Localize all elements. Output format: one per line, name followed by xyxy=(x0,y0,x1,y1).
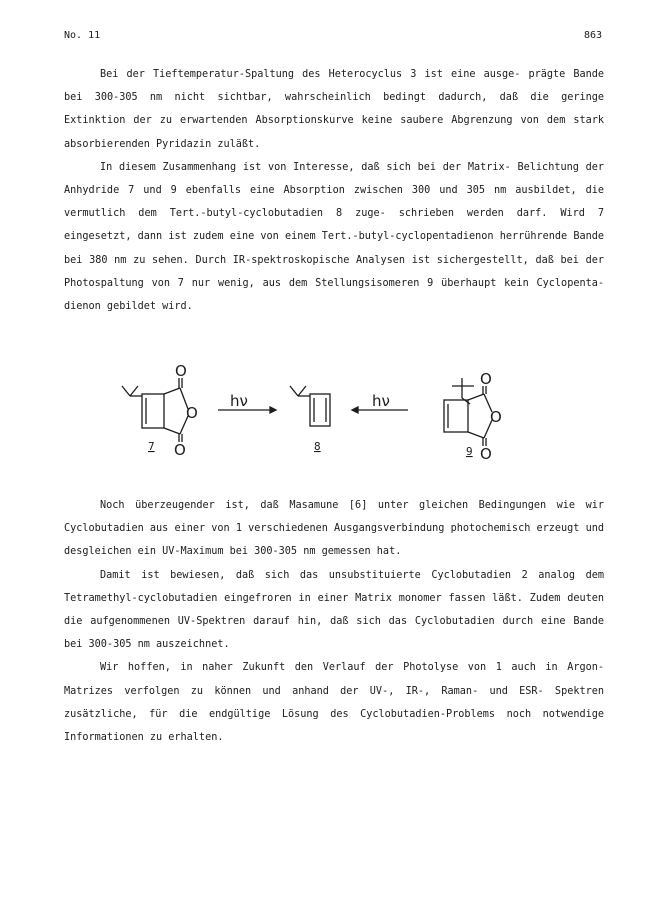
paragraph: In diesem Zusammenhang ist von Interesse, daß sich bei der Matrix- Belichtung der Anhydride 7 und 9 ebenfalls eine Absorption zwischen 300 und 305 nm ausbildet, die vermutlich dem Tert.-butyl-cyclobutadien 8 zuge- schrieben werden darf. Wird 7 eingesetzt, dann ist zudem eine von einem Tert.-butyl-cyclopentadienon herrührende Bande bei 380 nm zu sehen. Durch IR-spektroskopische Analysen ist sichergestellt, daß bei der Photospaltung von 7 nur wenig, aus dem Stellungsisomeren 9 überhaupt kein Cyclopenta- dienon gebildet wird. xyxy=(64,161,604,313)
paragraph: Wir hoffen, in naher Zukunft den Verlauf der Photolyse von 1 auch in Argon-Matrizes verfolgen zu können und anhand der UV-, IR-, Raman- und ESR- Spektren zusätzliche, für die endgültige Lösung des Cyclobutadien-Problems noch notwendige Informationen zu erhalten. xyxy=(64,662,604,744)
page-number: 863 xyxy=(583,30,602,41)
atom-O: O xyxy=(480,370,492,388)
paragraph: Damit ist bewiesen, daß sich das unsubstituierte Cyclobutadien 2 analog dem Tetramethyl-cyclobutadien eingefroren in einer Matrix monomer fassen läßt. Zudem deuten die aufgenommenen UV-Spektren darauf hin, daß sich das Cyclobutadien durch eine Bande bei 300-305 nm auszeichnet. xyxy=(64,569,604,651)
reaction-scheme xyxy=(100,364,580,464)
structure-7 xyxy=(122,378,188,442)
text-block-top xyxy=(64,63,604,318)
arrow-label-hv: hν xyxy=(372,392,390,410)
paragraph: Bei der Tieftemperatur-Spaltung des Heterocyclus 3 ist eine ausge- prägte Bande bei 300-305 nm nicht sichtbar, wahrscheinlich bedingt dadurch, daß die geringe Extinktion der zu erwartenden Absorptionskurve keine saubere Abgrenzung von dem stark absorbierenden Pyridazin zuläßt. xyxy=(64,69,604,150)
structure-9 xyxy=(444,378,492,446)
compound-label-8: 8 xyxy=(314,440,321,453)
paragraph: Noch überzeugender ist, daß Masamune [6] unter gleichen Bedingungen wie wir Cyclobutadien aus einer von 1 verschiedenen Ausgangsverbindung photochemisch erzeugt und desgleichen ein UV-Maximum bei 300-305 nm gemessen hat. xyxy=(64,500,604,558)
compound-label-7: 7 xyxy=(148,440,155,453)
atom-O: O xyxy=(174,441,186,459)
atom-O: O xyxy=(175,364,187,380)
arrow-label-hv: hν xyxy=(230,392,248,410)
structure-8 xyxy=(290,386,330,426)
compound-label-9: 9 xyxy=(466,445,473,458)
atom-O: O xyxy=(186,404,198,422)
journal-issue: No. 11 xyxy=(64,30,101,41)
text-block-bottom xyxy=(64,494,604,749)
atom-O: O xyxy=(480,445,492,463)
atom-O: O xyxy=(490,408,502,426)
